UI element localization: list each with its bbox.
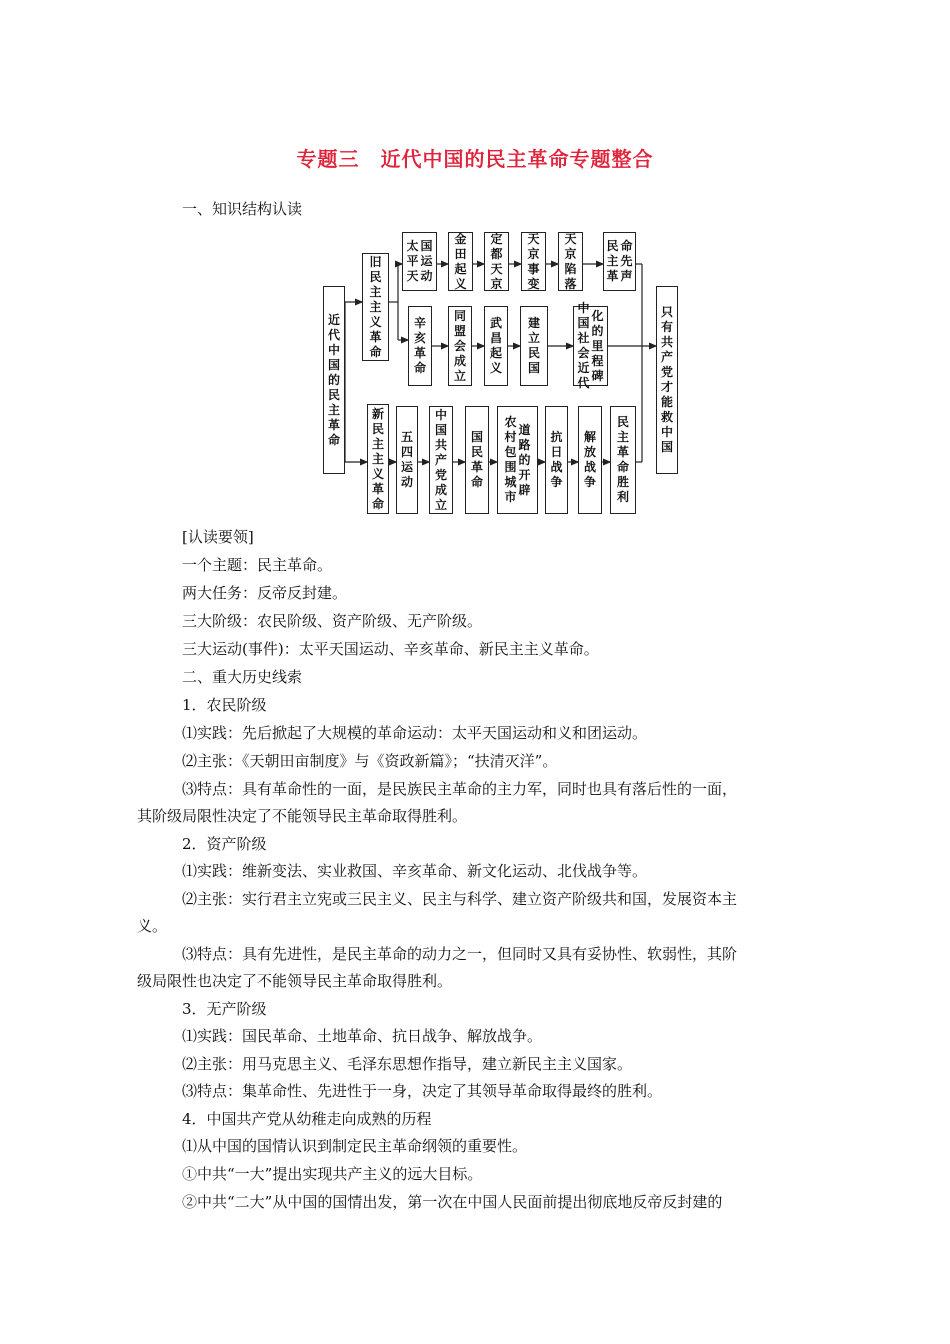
text-line: 其阶级局限性决定了不能领导民主革命取得胜利。 xyxy=(137,807,468,825)
row1-box-4: 天 京 事 变 xyxy=(521,232,546,291)
text-line: ⑴从中国的国情认识到制定民主革命纲领的重要性。 xyxy=(182,1137,528,1155)
conclusion-box: 只 有 共 产 党 才 能 救 中 国 xyxy=(656,286,678,474)
text-line: ⑶特点：集革命性、先进性于一身，决定了其领导革命取得最终的胜利。 xyxy=(182,1082,663,1100)
row1-box-3: 定 都 天 京 xyxy=(484,232,509,291)
box-text-column: 化 的 里 程 碑 xyxy=(591,308,604,383)
text-line: 两大任务：反帝反封建。 xyxy=(182,584,348,602)
box-text-column: 农 村 包 围 城 市 xyxy=(504,415,517,504)
text-line: 三大阶级：农民阶级、资产阶级、无产阶级。 xyxy=(182,612,483,630)
text-line: 3．无产阶级 xyxy=(182,1000,267,1018)
text-line: 一个主题：民主革命。 xyxy=(182,556,333,574)
box-text-column: 民 主 革 xyxy=(606,239,619,283)
section-heading: 二、重大历史线索 xyxy=(182,668,303,686)
text-line: ⑵主张：实行君主立宪或三民主义、民主与科学、建立资产阶级共和国，发展资本主 xyxy=(182,890,738,908)
row1-box-1 xyxy=(402,232,437,291)
box-text-column: 太 平 天 xyxy=(406,239,419,283)
text-line: ⑴实践：国民革命、土地革命、抗日战争、解放战争。 xyxy=(182,1027,543,1045)
text-line: ⑶特点：具有先进性，是民主革命的动力之一，但同时又具有妥协性、软弱性，其阶 xyxy=(182,945,738,963)
box-text-column: 命 先 声 xyxy=(620,239,633,283)
box-text-column: 道 路 的 开 辟 xyxy=(518,422,531,497)
box-text-column: 国 运 动 xyxy=(420,239,433,283)
text-line: 三大运动(事件)：太平天国运动、辛亥革命、新民主主义革命。 xyxy=(182,640,599,658)
row2-box-3: 武 昌 起 义 xyxy=(484,306,508,386)
row2-box-1: 辛 亥 革 命 xyxy=(408,306,432,386)
new-democratic-revolution-box: 新 民 主 主 义 革 命 xyxy=(367,404,389,514)
text-line: ⑴实践：维新变法、实业救国、辛亥革命、新文化运动、北伐战争等。 xyxy=(182,862,648,880)
old-democratic-revolution-box: 旧 民 主 主 义 革 命 xyxy=(362,253,389,361)
text-line: 1．农民阶级 xyxy=(182,696,267,714)
row3-box-5: 抗 日 战 争 xyxy=(545,406,568,514)
root-box: 近 代 中 国 的 民 主 革 命 xyxy=(323,286,345,474)
text-line: 2．资产阶级 xyxy=(182,835,267,853)
row1-box-2: 金 田 起 义 xyxy=(448,232,473,291)
row1-box-6 xyxy=(603,232,636,291)
row3-box-4 xyxy=(497,406,538,514)
row3-box-6: 解 放 战 争 xyxy=(578,406,602,514)
text-line: ⑶特点：具有革命性的一面，是民族民主革命的主力军，同时也具有落后性的一面， xyxy=(182,780,738,798)
row2-box-4: 建 立 民 国 xyxy=(520,306,548,386)
page-title: 专题三 近代中国的民主革命专题整合 xyxy=(296,147,654,171)
row2-box-2: 同 盟 会 成 立 xyxy=(448,306,472,386)
row2-box-5 xyxy=(573,301,608,390)
text-line: [认读要领] xyxy=(182,528,254,546)
text-line: ⑴实践：先后掀起了大规模的革命运动：太平天国运动和义和团运动。 xyxy=(182,724,648,742)
text-line: 4．中国共产党从幼稚走向成熟的历程 xyxy=(182,1110,432,1128)
text-line: 级局限性也决定了不能领导民主革命取得胜利。 xyxy=(137,972,453,990)
text-line: 义。 xyxy=(137,917,168,935)
row3-box-7: 民 主 革 命 胜 利 xyxy=(610,406,636,514)
row3-box-2: 中 国 共 产 党 成 立 xyxy=(429,406,453,514)
text-line: ①中共“一大”提出实现共产主义的远大目标。 xyxy=(182,1165,483,1183)
box-text-column: 中 国 社 会 近 代 xyxy=(577,301,590,390)
section-heading: 一、知识结构认读 xyxy=(182,200,303,218)
text-line: ②中共“二大”从中国的国情出发，第一次在中国人民面前提出彻底地反帝反封建的 xyxy=(182,1193,723,1211)
text-line: ⑵主张：《天朝田亩制度》与《资政新篇》；“扶清灭洋”。 xyxy=(182,752,558,770)
row3-box-3: 国 民 革 命 xyxy=(465,406,489,514)
row1-box-5: 天 京 陷 落 xyxy=(558,232,583,291)
text-line: ⑵主张：用马克思主义、毛泽东思想作指导，建立新民主主义国家。 xyxy=(182,1055,633,1073)
row3-box-1: 五 四 运 动 xyxy=(396,406,418,514)
